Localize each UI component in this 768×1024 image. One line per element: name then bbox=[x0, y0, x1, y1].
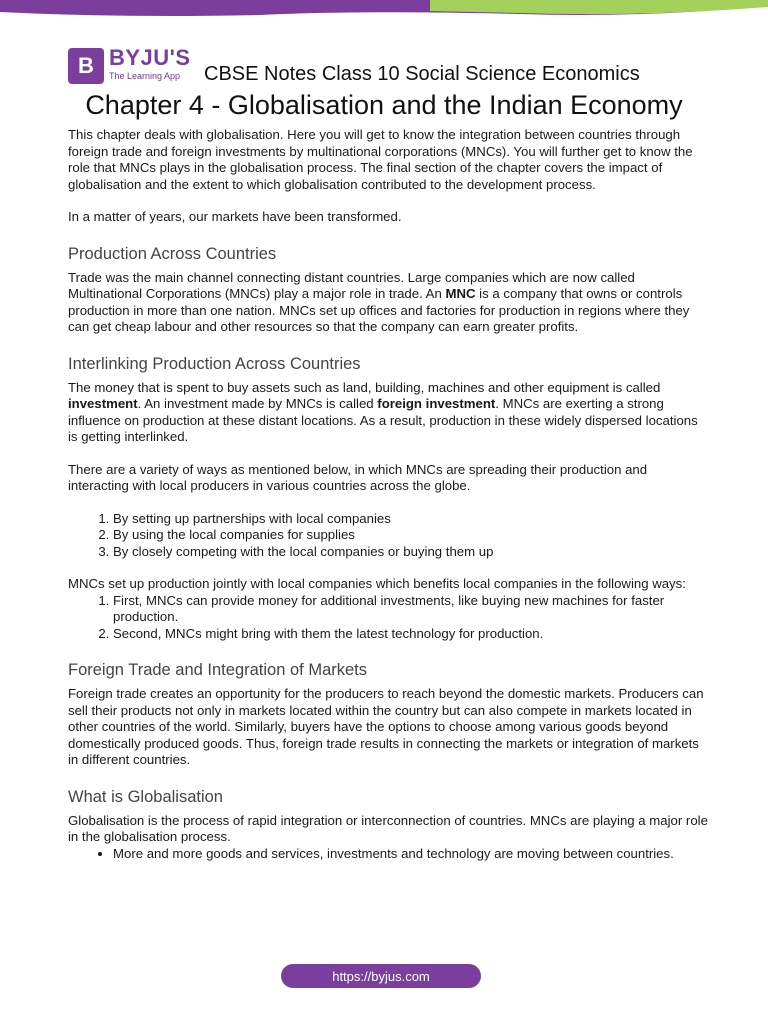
list-item: 2. Second, MNCs might bring with them the latest technology for production. bbox=[113, 626, 708, 643]
intro-transformed-paragraph: In a matter of years, our markets have been transformed. bbox=[68, 209, 402, 224]
bold-term-investment: investment bbox=[68, 396, 138, 411]
list-item: 1. By setting up partnerships with local companies bbox=[113, 511, 708, 528]
bold-term-foreign-investment: foreign investment bbox=[377, 396, 496, 411]
bold-term-mnc: MNC bbox=[445, 286, 476, 301]
logo-name: BYJU'S bbox=[109, 45, 191, 70]
heading-production-across-countries: Production Across Countries bbox=[68, 244, 277, 263]
list-item: 3. By closely competing with the local companies or buying them up bbox=[113, 544, 708, 561]
globalisation-bullets bbox=[68, 846, 708, 863]
investment-paragraph: The money that is spent to buy assets such as land, building, machines and other equipment is called investment. An investment made by MNCs is called foreign investment. MNCs are exerting a strong influence on production at these distant locations. As a result, production in these widely dispersed locations is getting interlinked. bbox=[68, 379, 698, 444]
document-header bbox=[68, 45, 708, 88]
benefits-list bbox=[68, 593, 708, 643]
list-item: 1. First, MNCs can provide money for additional investments, like buying new machines for faster production. bbox=[113, 593, 708, 626]
logo-badge-icon: B bbox=[68, 48, 104, 84]
ways-list bbox=[68, 511, 708, 561]
intro-paragraph: This chapter deals with globalisation. Here you will get to know the integration between countries through foreign trade and foreign investments by multinational corporations (MNCs). You will further get to know the role that MNCs plays in the globalisation process. The final section of the chapter covers the impact of globalisation and the extent to which globalisation contributed to the development process. bbox=[68, 127, 693, 192]
foreign-trade-paragraph: Foreign trade creates an opportunity for the producers to reach beyond the domestic markets. Producers can sell their products not only in markets located within the country but can also compete in markets located in other countries of the world. Similarly, buyers have the options to choose among various goods beyond domestically produced goods. Thus, foreign trade results in connecting the markets or integration of markets in different countries. bbox=[68, 686, 704, 767]
globalisation-paragraph: Globalisation is the process of rapid integration or interconnection of countries. MNCs are playing a major role in the globalisation process. bbox=[68, 812, 708, 844]
top-decorative-band bbox=[0, 0, 768, 18]
logo-tagline: The Learning App bbox=[109, 71, 181, 81]
list-item: • More and more goods and services, investments and technology are moving between countries. bbox=[113, 846, 708, 863]
heading-interlinking-production: Interlinking Production Across Countries bbox=[68, 354, 361, 373]
heading-foreign-trade: Foreign Trade and Integration of Markets bbox=[68, 661, 367, 679]
production-paragraph: Trade was the main channel connecting distant countries. Large companies which are now called Multinational Corporations (MNCs) play a major role in trade. An MNC is a company that owns or controls production in more than one nation. MNCs set up offices and factories for production in regions where they can get cheap labour and other resources so that the company can earn greater profits. bbox=[68, 269, 690, 334]
list-item: 2. By using the local companies for supplies bbox=[113, 527, 708, 544]
document-body bbox=[68, 127, 708, 862]
chapter-title: Chapter 4 - Globalisation and the Indian Economy bbox=[85, 90, 683, 120]
footer-url-link[interactable]: https://byjus.com bbox=[281, 964, 481, 988]
ways-intro-paragraph: There are a variety of ways as mentioned below, in which MNCs are spreading their production and interacting with local producers in various countries across the globe. bbox=[68, 461, 648, 493]
byjus-logo bbox=[68, 45, 198, 88]
benefits-intro-paragraph: MNCs set up production jointly with local companies which benefits local companies in the following ways: bbox=[68, 576, 686, 591]
header-title: CBSE Notes Class 10 Social Science Economics bbox=[204, 63, 640, 85]
heading-what-is-globalisation: What is Globalisation bbox=[68, 787, 223, 806]
